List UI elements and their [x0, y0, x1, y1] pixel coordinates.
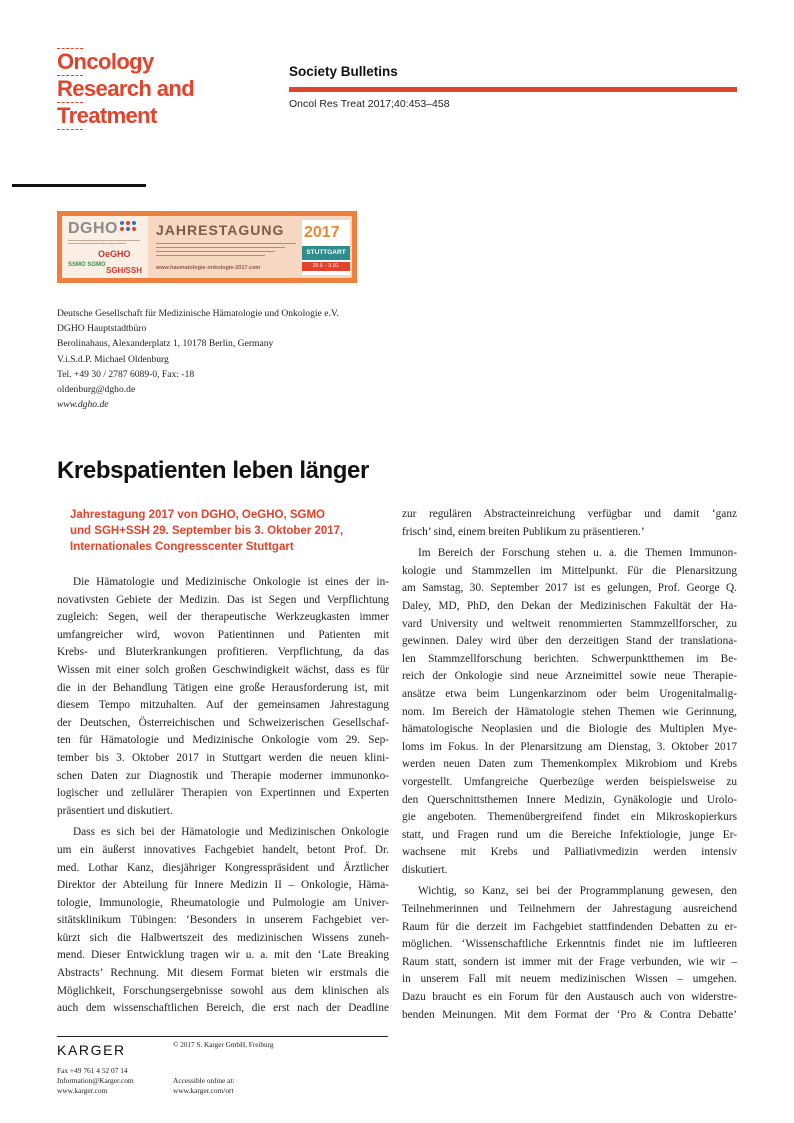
- logo-line-3: Treatment: [57, 103, 157, 128]
- text-line: am Samstag, 30. September 2017 ist es gelungen, Prof. George Q.: [402, 582, 737, 595]
- text-line: kologie und Stammzellen im Mittelpunkt. Für die Plenarsitzung: [402, 564, 737, 577]
- society-address: [57, 306, 339, 412]
- banner-url[interactable]: www.haematologie-onkologie-2017.com: [156, 265, 261, 271]
- sgh-logo: SGH/SSH: [106, 266, 143, 275]
- text-line: präsentiert und diskutiert.: [57, 804, 173, 817]
- text-line: zur regulären Abstracteinreichung verfügbar und damit ‘ganz: [402, 508, 737, 520]
- logo-line-1: Oncology: [57, 49, 154, 74]
- text-line: logischer und zellulärer Therapien von Expertinnen und Experten: [57, 787, 389, 800]
- text-line: Möglichkeit, Forschungsergebnisse sowohl aus dem klinischen als: [57, 984, 389, 997]
- text-line: Die Hämatologie und Medizinische Onkologie ist eines der in-: [73, 576, 389, 588]
- text-line: nom. Im Bereich der Hämatologie stehen Themen wie Gerinnung,: [402, 705, 737, 718]
- banner-title: JAHRESTAGUNG: [156, 222, 285, 238]
- text-line: den Querschnittsthemen Innere Medizin, Gynäkologie und Urolo-: [402, 793, 737, 806]
- text-line: Teilnehmerinnen und Teilnehmern der Jahrestagung ausreichend: [402, 903, 737, 916]
- text-line: die in der Behandlung Tätigen eine große Herausforderung ist, mit: [57, 681, 389, 694]
- text-line: reich der Onkologie sind neue Arzneimittel sowie neue Therapie-: [402, 670, 737, 683]
- text-line: tember bis 3. Oktober 2017 in Stuttgart werden die neuen klini-: [57, 751, 389, 764]
- text-line: Raum für die derzeit im Fachgebiet stattfindenden Debatten zu er-: [402, 920, 737, 933]
- lead-line: und SGH+SSH 29. September bis 3. Oktober 2017,: [70, 525, 344, 537]
- body-column-right: [402, 506, 737, 1024]
- text-line: vorgestellt. Umfangreiche Querbezüge werden beispielsweise zu: [402, 775, 737, 788]
- conference-banner[interactable]: [57, 211, 357, 283]
- society-website-link[interactable]: www.dgho.de: [57, 399, 109, 411]
- divider-rule: [12, 184, 146, 187]
- text-line: ansätze etwa beim Lungenkarzinom oder beim Urogenitalmalig-: [402, 687, 737, 700]
- text-line: möglichen. ‘Wissenschaftliche Erkenntnis findet nie im luftleeren: [402, 938, 737, 951]
- text-line: Abstracts’ Rechnung. Mit diesem Format bieten wir erstmals die: [57, 967, 389, 980]
- text-line: statt, und Fragen rund um die Bereiche Infektiologie, junge Er-: [402, 828, 737, 841]
- text-line: diskutiert.: [402, 863, 448, 876]
- publisher-web-link[interactable]: www.karger.com: [57, 1086, 108, 1095]
- text-line: der Deutschen, Österreichischen und Schweizerischen Gesellschaf-: [57, 716, 389, 729]
- body-column-left: [57, 574, 389, 1018]
- text-line: mend. Dieser Entwicklung tragen wir u. a. mit den ‘Late Breaking: [57, 949, 389, 962]
- banner-year: 2017: [304, 224, 340, 241]
- society-contact-person: V.i.S.d.P. Michael Oldenburg: [57, 353, 169, 365]
- text-line: schen Daten zur Diagnostik und Therapie moderner immunonko-: [57, 769, 389, 782]
- society-street: Berolinahaus, Alexanderplatz 1, 10178 Berlin, Germany: [57, 338, 274, 350]
- text-line: len Stammzellforschung berichten. Schwerpunktthemen im Be-: [402, 652, 737, 665]
- text-line: med. Lothar Kanz, diesjähriger Kongresspräsident und Ärztlicher: [57, 861, 389, 874]
- access-label: Accessible online at:: [173, 1076, 235, 1085]
- text-line: diesem Tempo mitzuhalten. Auf der gemeinsamen Jahrestagung: [57, 699, 389, 712]
- text-line: in unserem Fall mit neuem medizinischen Wissen – umgehen.: [402, 973, 737, 986]
- text-line: benden Meinungen. Mit dem Format der ‘Pro & Contra Debatte’: [402, 1008, 737, 1021]
- text-line: wachsene mit Krebs und Palliativmedizin werden intensiv: [402, 846, 737, 859]
- publisher-logo: KARGER: [57, 1042, 126, 1058]
- text-line: hämatologische Neoplasien und die Biologie des Multiplen Mye-: [402, 723, 737, 736]
- text-line: tologie, Immunologie, Rheumatologie und Pulmologie am Univer-: [57, 896, 389, 909]
- copyright-notice: © 2017 S. Karger GmbH, Freiburg: [173, 1041, 274, 1049]
- text-line: Daley, MD, PhD, den Dekan der Medizinischen Fakultät der Ha-: [402, 599, 737, 612]
- banner-panel: [62, 216, 352, 278]
- society-logos: [62, 216, 148, 278]
- text-line: Wichtig, so Kanz, sei bei der Programmplanung gewesen, den: [418, 885, 737, 898]
- section-label: Society Bulletins: [289, 64, 398, 79]
- text-line: novativsten Gebiete der Medizin. Das ist Segen und Verpflichtung: [57, 593, 389, 606]
- logo-divider: [57, 129, 83, 130]
- text-line: Direktor der Abteilung für Innere Medizin II – Onkologie, Häma-: [57, 879, 389, 892]
- banner-date-box: [302, 220, 350, 275]
- article-headline: Krebspatienten leben länger: [57, 457, 369, 484]
- journal-logo: [57, 48, 217, 130]
- society-phone: Tel. +49 30 / 2787 6089-0, Fax: -18: [57, 368, 195, 380]
- text-line: um ein äußerst innovatives Fachgebiet handelt, betont Prof. Dr.: [57, 843, 389, 856]
- text-line: auch dem wissenschaftlichen Bereich, die erst nach der Deadline: [57, 1002, 389, 1015]
- logo-line-2: Research and: [57, 76, 195, 101]
- ssmo-logo: SSMO SGMO: [68, 262, 106, 268]
- society-name: Deutsche Gesellschaft für Medizinische Hämatologie und Onkologie e.V.: [57, 308, 339, 319]
- text-line: umfangreicher wird, wovon Patientinnen und Patienten mit: [57, 628, 389, 641]
- header-rule: [289, 87, 737, 92]
- text-line: Dazu braucht es ein Forum für den Austausch auch von widerstre-: [402, 991, 737, 1004]
- banner-city: STUTTGART: [302, 246, 350, 260]
- publisher-email-link[interactable]: Information@Karger.com: [57, 1076, 134, 1085]
- banner-dates: 29.9. - 3.10.: [302, 262, 350, 271]
- text-line: ten für Hämatologie und Medizinische Onkologie vom 29. Sep-: [57, 734, 389, 747]
- text-line: vard University und weltweit renommierten Stammzellforscher, zu: [402, 617, 737, 630]
- oegho-logo: OeGHO: [98, 249, 131, 259]
- text-line: gie angeboten. Themenübergreifend findet ein Mikroskopierkurs: [402, 811, 737, 824]
- dgho-subtitle-lines: [68, 238, 140, 246]
- text-line: Raum statt, sondern ist immer mit der Frage verbunden, wie wir –: [402, 955, 737, 968]
- online-access: [173, 1076, 235, 1096]
- text-line: kürzt sich die Halbwertszeit des medizinischen Wissens zuneh-: [57, 931, 389, 944]
- society-email-link[interactable]: oldenburg@dgho.de: [57, 384, 136, 396]
- text-line: frisch’ sind, einem breiten Publikum zu präsentieren.’: [402, 525, 645, 538]
- text-line: sitätsklinikum Tübingen: ‘Besonders in unserem Fachgebiet ver-: [57, 914, 389, 927]
- text-line: Wissen mit einer solch großen Geschwindigkeit wächst, dass es für: [57, 663, 389, 676]
- text-line: loms im Fokus. In der Plenarsitzung am Dienstag, 3. Oktober 2017: [402, 740, 737, 753]
- article-lead: [70, 507, 390, 555]
- publisher-contact: [57, 1066, 134, 1096]
- banner-description-lines: [156, 240, 296, 256]
- publisher-fax: Fax +49 761 4 52 07 14: [57, 1066, 128, 1075]
- text-line: werden neuen Daten zum Themenkomplex Mikrobiom und Krebs: [402, 758, 737, 771]
- text-line: zugleich: Segen, weil der therapeutische Werkzeugkasten immer: [57, 611, 389, 624]
- dgho-logo: DGHO: [68, 220, 118, 237]
- lead-line: Jahrestagung 2017 von DGHO, OeGHO, SGMO: [70, 509, 325, 521]
- journal-citation: Oncol Res Treat 2017;40:453–458: [289, 98, 450, 110]
- society-office: DGHO Hauptstadtbüro: [57, 323, 147, 335]
- dgho-dots-icon: [120, 221, 138, 235]
- footer-rule: [57, 1036, 388, 1037]
- text-line: Krebs- und Bluterkrankungen profitieren. Verpflichtung, da das: [57, 646, 389, 659]
- access-url-link[interactable]: www.karger.com/ort: [173, 1086, 234, 1095]
- text-line: Im Bereich der Forschung stehen u. a. die Themen Immunon-: [418, 547, 737, 560]
- lead-line: Internationales Congresscenter Stuttgart: [70, 541, 294, 553]
- text-line: Dass es sich bei der Hämatologie und Medizinischen Onkologie: [73, 826, 389, 839]
- text-line: gewinnen. Daley wird über den derzeitigen Stand der translationa-: [402, 635, 737, 648]
